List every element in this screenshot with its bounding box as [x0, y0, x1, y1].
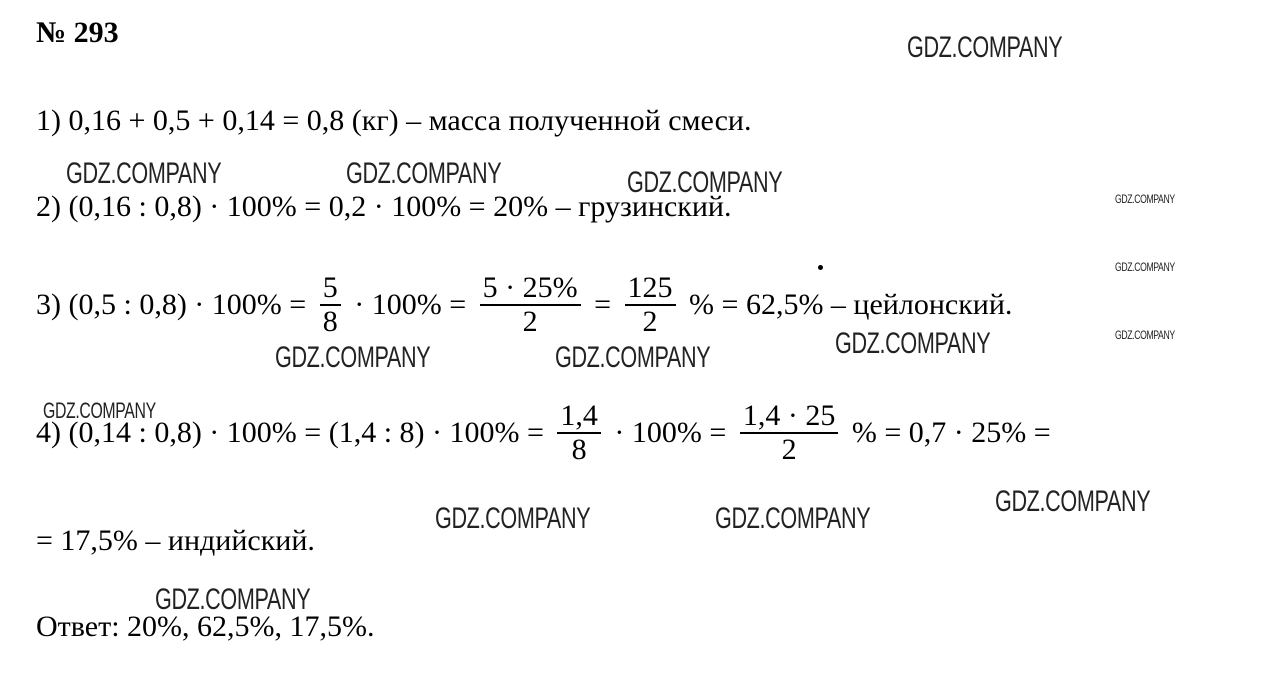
problem-number: № 293 — [36, 16, 119, 49]
step-4-part-b: · 100% = — [606, 416, 734, 449]
fraction-numerator: 125 — [627, 271, 673, 304]
watermark: GDZ.COMPANY — [435, 502, 591, 535]
watermark: GDZ.COMPANY — [555, 341, 711, 374]
watermark: GDZ.COMPANY — [346, 157, 502, 190]
watermark: GDZ.COMPANY — [66, 157, 222, 190]
watermark: GDZ.COMPANY — [1115, 328, 1175, 342]
step-4-fraction-1 — [557, 400, 601, 466]
solution-step-1 — [36, 104, 751, 138]
watermark: GDZ.COMPANY — [995, 485, 1151, 518]
fraction-numerator: 5 · 25% — [482, 271, 578, 304]
fraction-denominator: 8 — [571, 433, 587, 466]
fraction-numerator: 1,4 — [560, 399, 598, 432]
watermark: GDZ.COMPANY — [835, 327, 991, 360]
watermark: GDZ.COMPANY — [275, 341, 431, 374]
fraction-numerator: 1,4 · 25 — [742, 399, 836, 432]
step-1-text: 1) 0,16 + 0,5 + 0,14 = 0,8 (кг) – масса полученной смеси. — [36, 104, 752, 137]
watermark: GDZ.COMPANY — [715, 502, 871, 535]
fraction-denominator: 8 — [322, 305, 338, 338]
fraction-denominator: 2 — [522, 305, 538, 338]
fraction-denominator: 2 — [781, 433, 797, 466]
step-3-fraction-1 — [320, 272, 341, 338]
fraction-numerator: 5 — [322, 271, 338, 304]
step-3-part-a: 3) (0,5 : 0,8) · 100% = — [36, 288, 314, 321]
solution-step-4 — [36, 400, 1051, 466]
step-3-part-d: % = 62,5% – цейлонский. — [681, 288, 1013, 321]
step-4-part-c: % = 0,7 · 25% = — [844, 416, 1051, 449]
step-3-part-b: · 100% = — [346, 288, 474, 321]
answer-text: Ответ: 20%, 62,5%, 17,5%. — [36, 610, 375, 643]
step-4-result-text: = 17,5% – индийский. — [36, 524, 315, 557]
step-3-fraction-2 — [480, 272, 581, 338]
solution-step-4-continued — [36, 524, 315, 558]
watermark: GDZ.COMPANY — [1115, 260, 1175, 274]
step-3-part-c: = — [586, 288, 619, 321]
step-3-fraction-3 — [625, 272, 676, 338]
watermark: GDZ.COMPANY — [907, 31, 1063, 64]
watermark: GDZ.COMPANY — [155, 583, 311, 616]
step-4-part-a: 4) (0,14 : 0,8) · 100% = (1,4 : 8) · 100% = — [36, 416, 552, 449]
fraction-denominator: 2 — [642, 305, 658, 338]
step-4-fraction-2 — [740, 400, 839, 466]
stray-dot — [818, 265, 823, 270]
watermark: GDZ.COMPANY — [1115, 192, 1175, 206]
step-2-text: 2) (0,16 : 0,8) · 100% = 0,2 · 100% = 20% – грузинский. — [36, 190, 732, 223]
watermark: GDZ.COMPANY — [43, 398, 156, 423]
watermark: GDZ.COMPANY — [627, 166, 783, 199]
